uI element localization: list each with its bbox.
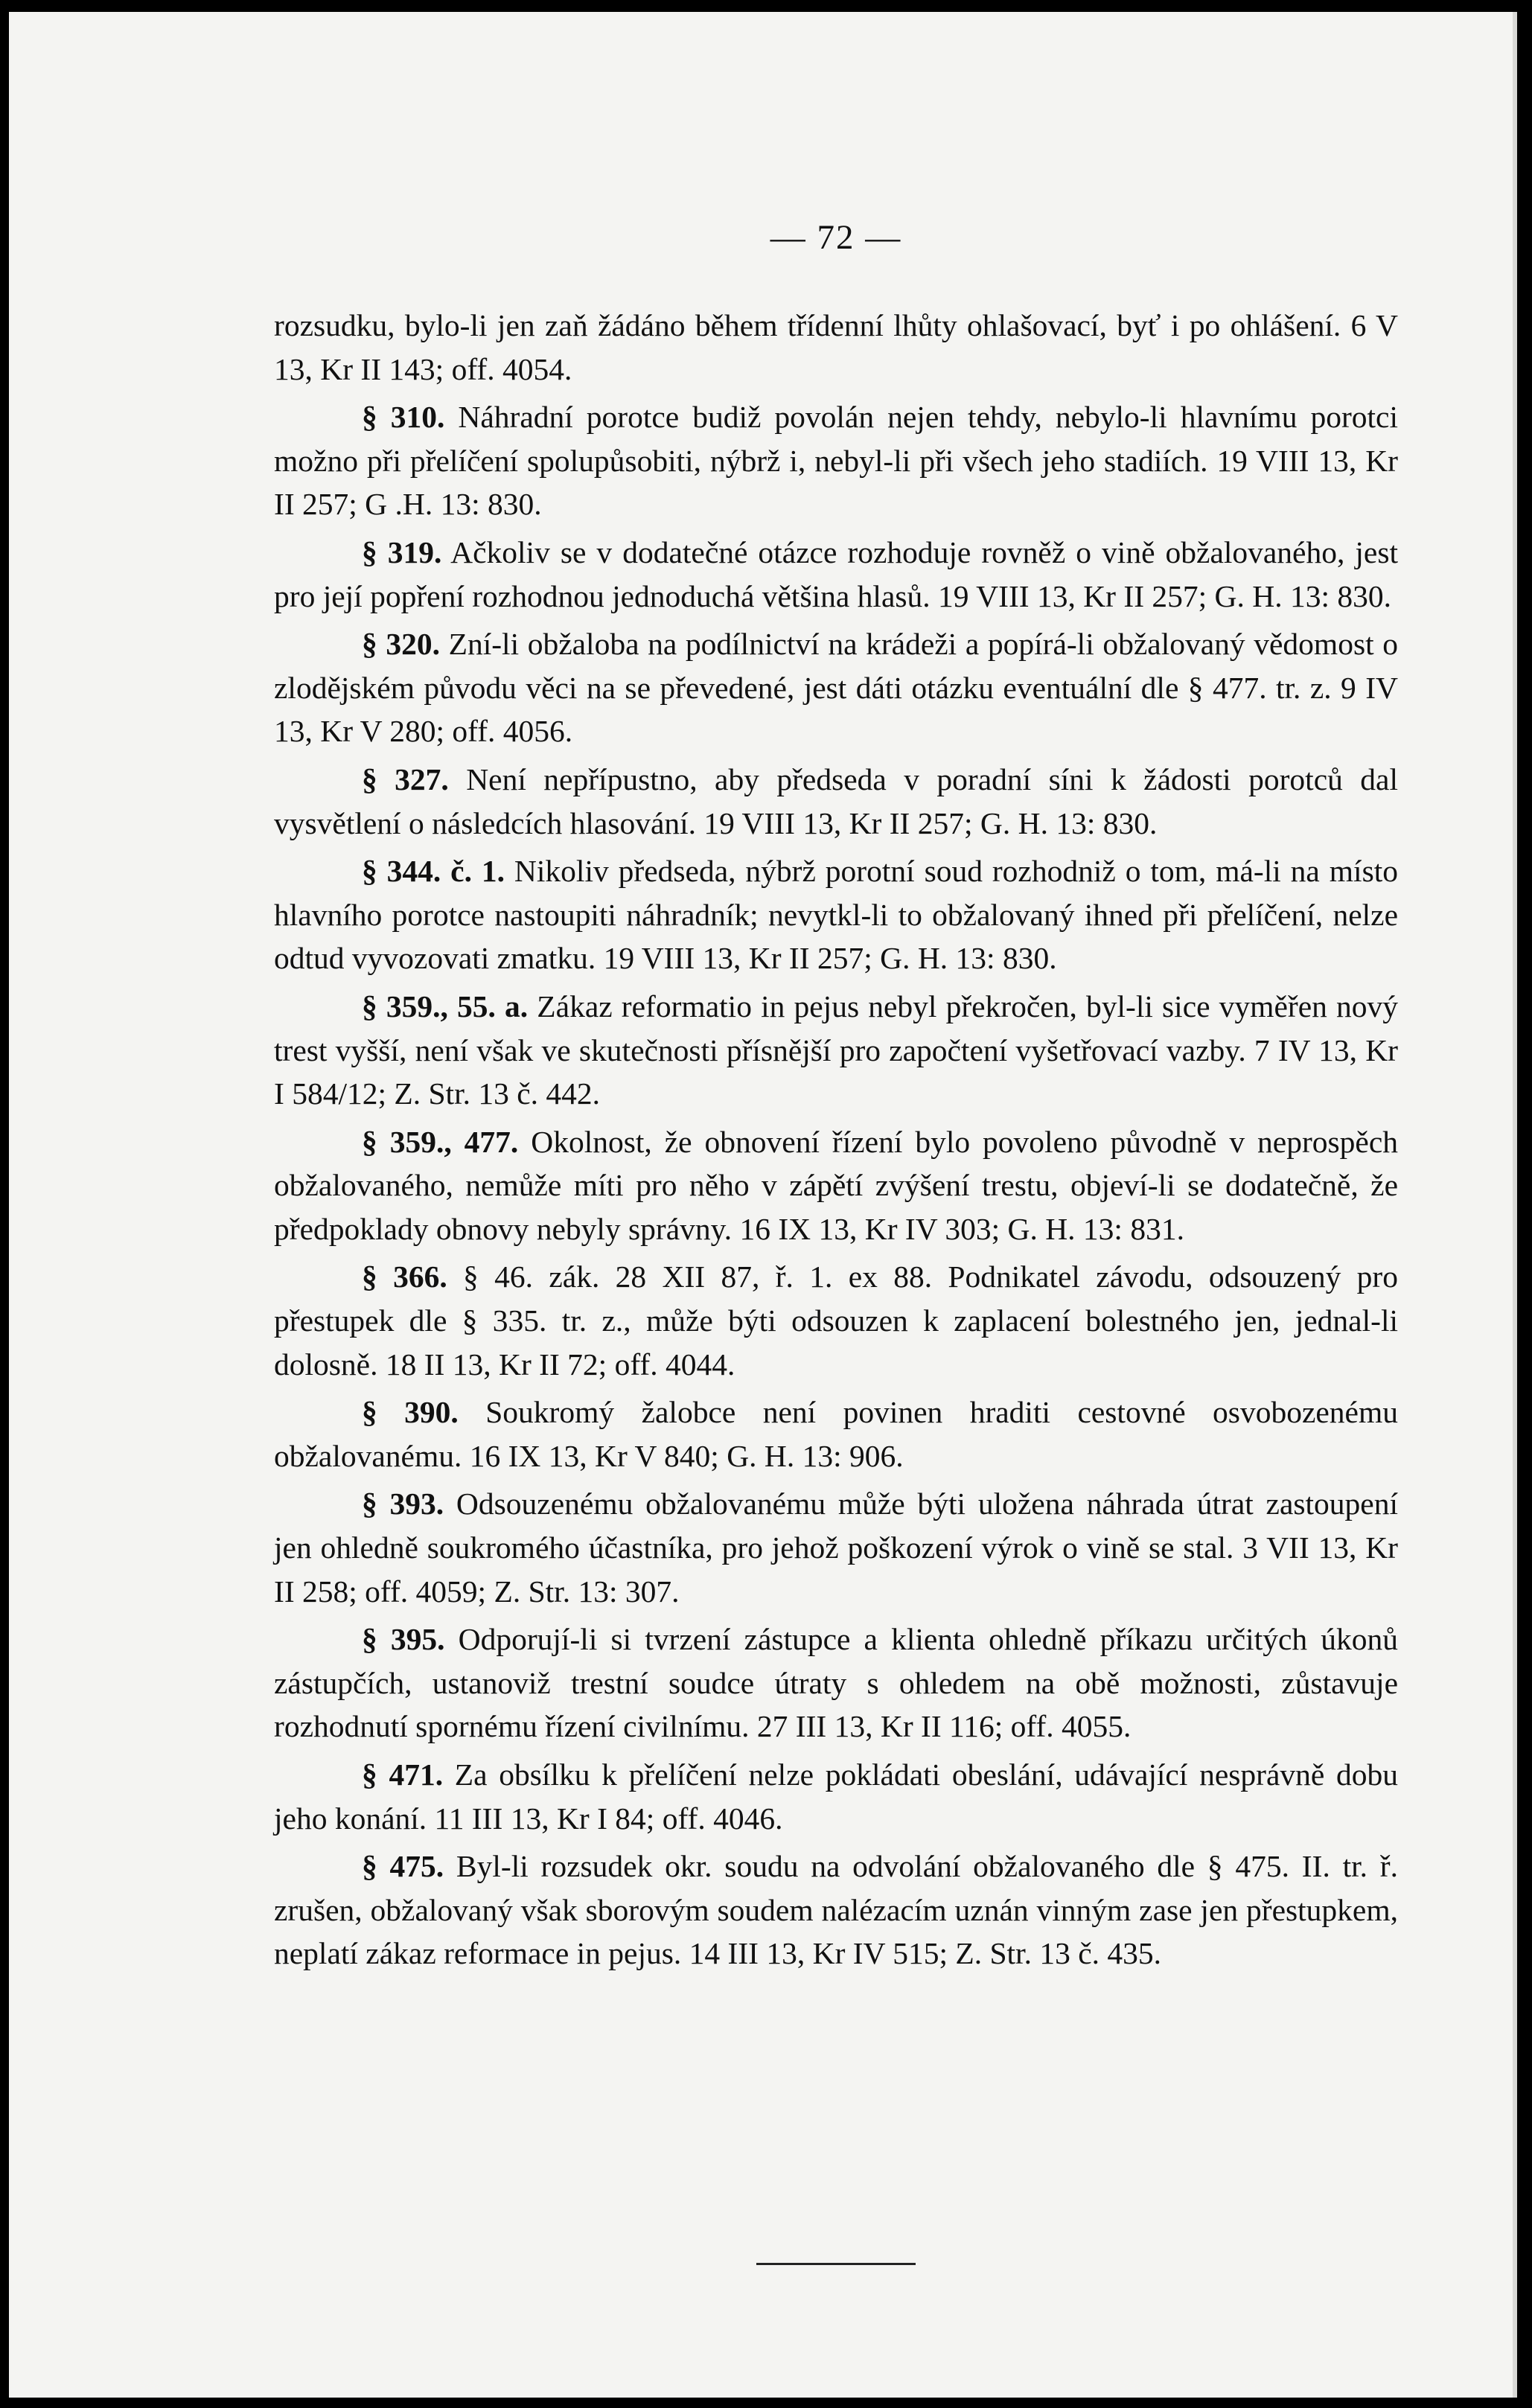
paragraph-text: Odporují-li si tvrzení zástupce a klienta ohledně příkazu určitých úkonů zástupčích, ustanoviž trestní soudce útraty s ohledem na obě možnosti, zůstavuje rozhodnutí spornému řízení civilnímu. 27 III 13, Kr II 116; off. 4055. (274, 1622, 1399, 1744)
paragraph-sec-366 (274, 1255, 1398, 1386)
body-text (274, 304, 1398, 1980)
section-ref: § 366. (362, 1259, 447, 1294)
section-ref: § 327. (362, 761, 449, 796)
paragraph-sec-475 (274, 1845, 1398, 1976)
section-ref: § 359., 477. (362, 1124, 519, 1159)
document-page (9, 12, 1517, 2398)
section-ref: § 390. (362, 1395, 459, 1430)
paragraph-text: Ačkoliv se v dodatečné otázce rozhoduje rovněž o vině obžalovaného, jest pro její popření rozhodnou jednoduchá většina hlasů. 19 VIII 13, Kr II 257; G. H. 13: 830. (274, 534, 1399, 613)
paragraph-text: Za obsílku k přelíčení nelze pokládati obeslání, udávající nesprávně dobu jeho konání. 11 III 13, Kr I 84; off. 4046. (274, 1757, 1399, 1836)
paragraph-continuation (274, 304, 1398, 391)
section-ref: § 319. (362, 534, 442, 569)
paragraph-sec-327 (274, 758, 1398, 845)
page-number: — 72 — (770, 218, 902, 257)
paragraph-sec-344 (274, 849, 1398, 980)
paragraph-text: Soukromý žalobce není povinen hraditi cestovné osvobozenému obžalovanému. 16 IX 13, Kr V 840; G. H. 13: 906. (274, 1395, 1398, 1473)
section-ref: § 320. (362, 627, 440, 662)
section-ref: § 310. (362, 400, 445, 435)
paragraph-text: Okolnost, že obnovení řízení bylo povoleno původně v neprospěch obžalovaného, nemůže míti pro něho v zápětí zvýšení trestu, objeví-li se dodatečně, že předpoklady obnovy nebyly správny. 16 IX 13, Kr IV 303; G. H. 13: 831. (274, 1124, 1399, 1246)
paragraph-text: Byl-li rozsudek okr. soudu na odvolání obžalovaného dle § 475. II. tr. ř. zrušen, obžalovaný však sborovým soudem nalézacím uznán vinným zase jen přestupkem, neplatí zákaz reformace in pejus. 14 III 13, Kr IV 515; Z. Str. 13 č. 435. (274, 1849, 1398, 1971)
paragraph-sec-320 (274, 622, 1398, 753)
section-ref: § 475. (362, 1849, 444, 1884)
section-ref: § 471. (362, 1757, 444, 1792)
paragraph-sec-395 (274, 1617, 1398, 1748)
paragraph-sec-393 (274, 1482, 1398, 1613)
closing-rule (756, 2263, 916, 2265)
section-ref: § 344. č. 1. (362, 854, 505, 889)
paragraph-text: Náhradní porotce budiž povolán nejen tehdy, nebylo-li hlavnímu porotci možno při přelíčení spolupůsobiti, nýbrž i, nebyl-li při všech jeho stadiích. 19 VIII 13, Kr II 257; G .H. 13: 830. (274, 400, 1398, 522)
paragraph-text: Není nepřípustno, aby předseda v poradní síni k žádosti porotců dal vysvětlení o následcích hlasování. 19 VIII 13, Kr II 257; G. H. 13: 830. (274, 761, 1398, 840)
paragraph-sec-319 (274, 531, 1398, 618)
paragraph-text: Odsouzenému obžalovanému může býti uložena náhrada útrat zastoupení jen ohledně soukromého účastníka, pro jehož poškození výrok o vině se stal. 3 VII 13, Kr II 258; off. 4059; Z. Str. 13: 307. (274, 1486, 1399, 1609)
section-ref: § 359., 55. a. (362, 989, 529, 1023)
paragraph-text: § 46. zák. 28 XII 87, ř. 1. ex 88. Podnikatel závodu, odsouzený pro přestupek dle § 335. tr. z., může býti odsouzen k zaplacení bolestného jen, jednal-li dolosně. 18 II 13, Kr II 72; off. 4044. (274, 1259, 1398, 1382)
paragraph-sec-359-55 (274, 985, 1398, 1116)
section-ref: § 395. (362, 1622, 445, 1657)
paragraph-text: rozsudku, bylo-li jen zaň žádáno během třídenní lhůty ohlašovací, byť i po ohlášení. 6 V 13, Kr II 143; off. 4054. (274, 308, 1398, 386)
paragraph-sec-310 (274, 395, 1398, 526)
paragraph-sec-471 (274, 1753, 1398, 1840)
section-ref: § 393. (362, 1486, 444, 1521)
paragraph-text: Nikoliv předseda, nýbrž porotní soud rozhodniž o tom, má-li na místo hlavního porotce nastoupiti náhradník; nevytkl-li to obžalovaný ihned při přelíčení, nelze odtud vyvozovati zmatku. 19 VIII 13, Kr II 257; G. H. 13: 830. (274, 854, 1398, 976)
paragraph-text: Zní-li obžaloba na podílnictví na krádeži a popírá-li obžalovaný vědomost o zlodějském původu věci na se převedené, jest dáti otázku eventuální dle § 477. tr. z. 9 IV 13, Kr V 280; off. 4056. (274, 627, 1398, 749)
paragraph-sec-359-477 (274, 1120, 1398, 1251)
paragraph-text: Zákaz reformatio in pejus nebyl překročen, byl-li sice vyměřen nový trest vyšší, není však ve skutečnosti přísnější pro započtení vyšetřovací vazby. 7 IV 13, Kr I 584/12; Z. Str. 13 č. 442. (274, 989, 1398, 1111)
paragraph-sec-390 (274, 1390, 1398, 1478)
